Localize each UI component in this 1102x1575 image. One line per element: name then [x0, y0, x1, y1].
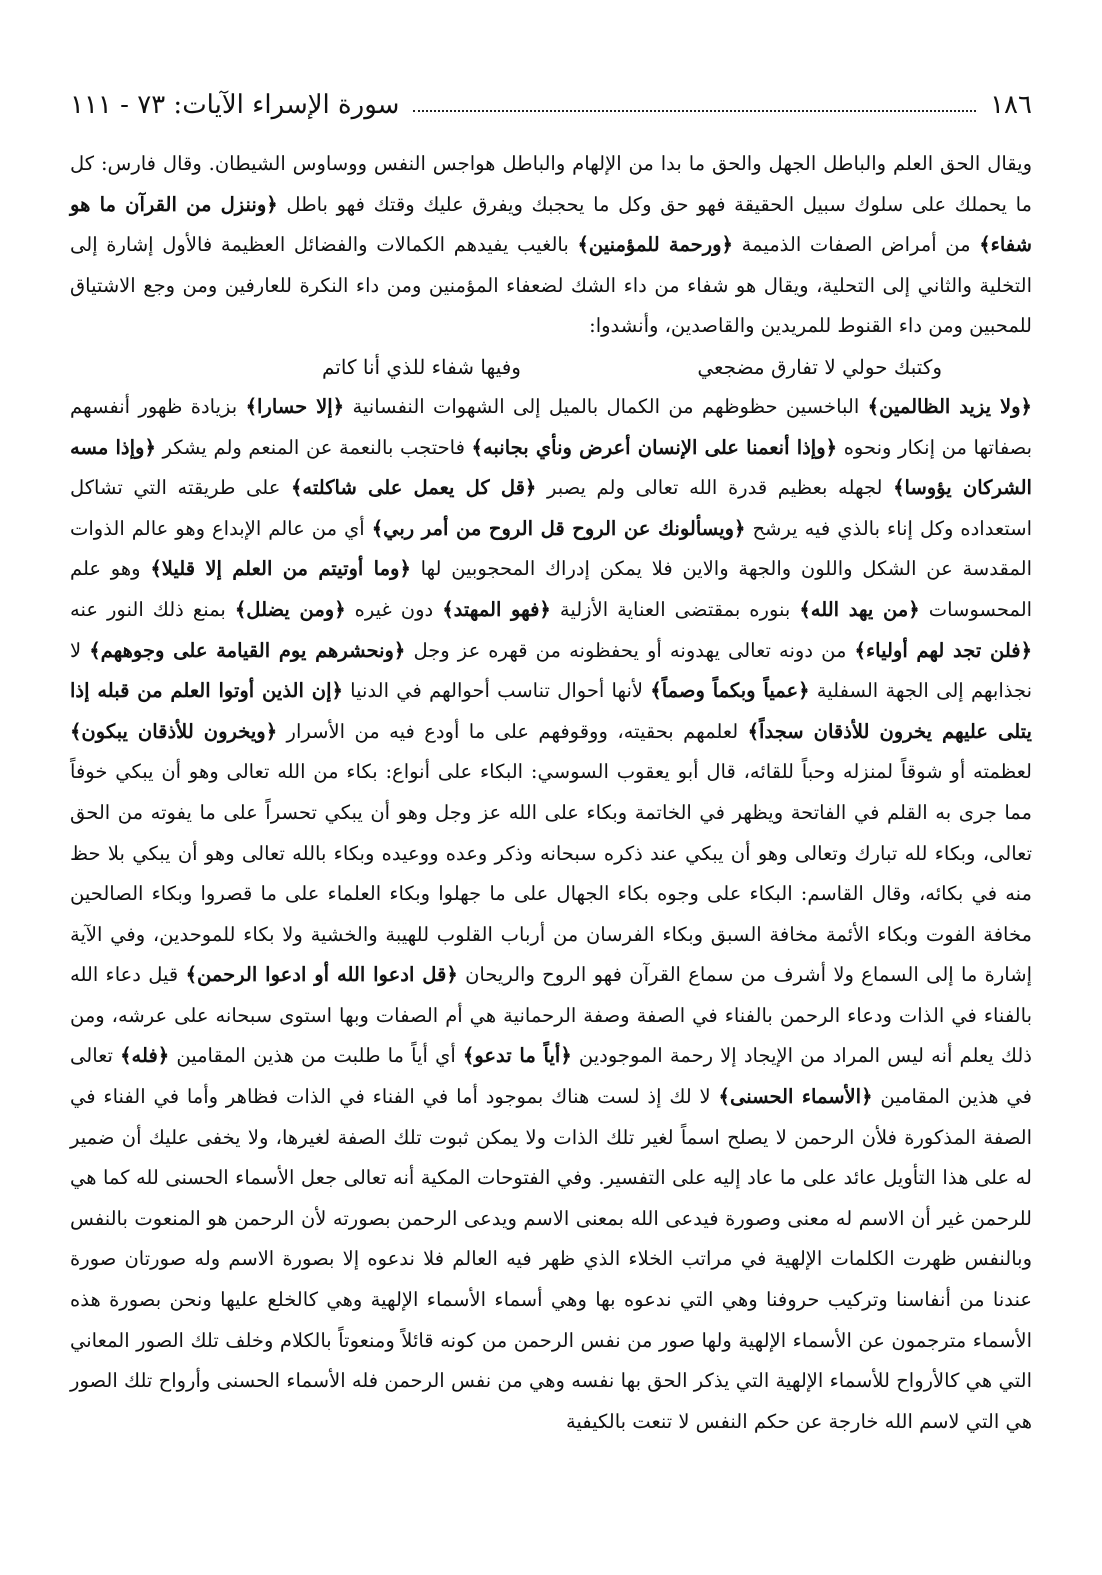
text-run: لأنها أحوال تناسب أحوالهم في الدنيا	[350, 679, 644, 703]
quran-quote: ﴿من يهد الله﴾	[799, 597, 920, 621]
running-header	[70, 80, 1032, 120]
text-run: تعالى في هذين المقامين	[70, 1044, 1032, 1109]
text-run: بالغيب يفيدهم الكمالات والفضائل العظيمة فالأول إشارة إلى التخلية والثاني إلى التحلية، ويقال هو شفاء من داء الشك لضعفاء المؤمنين ومن داء النكرة للعارفين ومن وجع الاشتياق للمحبين ومن داء القنوط للمريدين والقاصدين، وأنشدوا:	[70, 233, 1032, 338]
header-title: سورة الإسراء الآيات: ٧٣ - ١١١	[70, 90, 400, 120]
text-run: وهو علم المحسوسات	[70, 557, 1033, 621]
quran-quote: ﴿فلن تجد لهم أولياء﴾	[854, 638, 1033, 662]
text-run: لعلمهم بحقيته، ووقوفهم على ما أودع فيه من الأسرار	[286, 719, 739, 743]
quran-quote: ﴿الأسماء الحسنى﴾	[718, 1085, 873, 1109]
text-run: قيل دعاء الله بالفناء في الذات ودعاء الرحمن بالفناء في الصفة وصفة الرحمانية هي أم الصفات وبها استوى سبحانه على عرشه، ومن ذلك يعلم أنه ليس المراد من الإيجاد إلا رحمة الموجودين	[70, 963, 1032, 1068]
text-run: بمنع ذلك النور عنه	[70, 597, 226, 621]
text-run: على طريقته التي تشاكل استعداده وكل إناء بالذي فيه يرشح	[70, 476, 1033, 540]
quran-quote: ﴿إن الذين أوتوا العلم من قبله إذا يتلى عليهم يخرون للأذقان سجداً﴾	[70, 679, 1032, 743]
body-text	[70, 144, 1032, 1442]
text-run: دون غيره	[354, 597, 434, 621]
poetry-verse	[322, 347, 942, 387]
text-run: لجهله بعظيم قدرة الله تعالى ولم يصبر	[546, 476, 883, 500]
text-run: بزيادة ظهور أنفسهم بصفاتها من إنكار ونحوه	[70, 394, 1033, 459]
quran-quote: ﴿وإذا مسه الشركان يؤوسا﴾	[70, 435, 1032, 500]
text-run: فاحتجب بالنعمة عن المنعم ولم يشكر	[162, 435, 465, 459]
page-number: ١٨٦	[990, 90, 1032, 120]
quran-quote: ﴿قل ادعوا الله أو ادعوا الرحمن﴾	[185, 963, 458, 987]
paragraph-1	[70, 144, 1032, 347]
text-run: بنوره بمقتضى العناية الأزلية	[559, 597, 791, 621]
quran-quote: ﴿وننزل من القرآن ما هو شفاء﴾	[70, 192, 1032, 257]
quran-quote: ﴿إلا حسارا﴾	[245, 394, 345, 418]
quran-quote: ﴿ولا يزيد الظالمين﴾	[867, 394, 1032, 418]
text-run: أي أياً ما طلبت من هذين المقامين	[176, 1044, 456, 1068]
text-run: من أمراض الصفات الذميمة	[741, 233, 971, 257]
quran-quote: ﴿فهو المهتد﴾	[442, 597, 551, 621]
quran-quote: ﴿عمياً وبكماً وصماً﴾	[650, 679, 810, 703]
text-run: ويقال الحق العلم والباطل الجهل والحق ما بدا من الإلهام والباطل هواجس النفس ووساوس الشيطان. وقال فارس: كل ما يحملك على سلوك سبيل الحقيقة فهو حق وكل ما يحجبك ويفرق عليك وقتك فهو باطل	[70, 152, 1032, 216]
text-run: لا لك إذ لست هناك بموجود أما في الفناء في الذات فظاهر وأما في الفناء في الصفة المذكورة فلأن الرحمن لا يصلح اسماً لغير تلك الذات ولا يمكن ثبوت تلك الصفة لغيرها، ولا يخفى عليك أن ضمير له على هذا التأويل عائد على ما عاد إليه على التفسير. وفي الفتوحات المكية أنه تعالى جعل الأسماء الحسنى لله كما هي للرحمن غير أن الاسم له معنى وصورة فيدعى الله بمعنى الاسم ويدعى الرحمن بصورته لأن الرحمن هو المنعوت بالنفس وبالنفس ظهرت الكلمات الإلهية في مراتب الخلاء الذي ظهر فيه العالم فلا ندعوه إلا بصورة الاسم وله صورتان صورة عندنا من أنفاسنا وتركيب حروفنا وهي التي ندعوه بها وهي أسماء الأسماء الإلهية وهي كالخلع عليها ونحن بصورة هذه الأسماء مترجمون عن الأسماء الإلهية ولها صور من نفس الرحمن من كونه قائلاً ومنعوتاً بالكلام وخلف تلك الصور المعاني التي هي كالأرواح للأسماء الإلهية التي يذكر الحق بها نفسه وهي من نفس الرحمن فله الأسماء الحسنى وأرواح تلك الصور هي التي لاسم الله خارجة عن حكم النفس لا تنعت بالكيفية	[70, 1085, 1032, 1433]
text-run: لعظمته أو شوقاً لمنزله وحباً للقائه، قال أبو يعقوب السوسي: البكاء على أنواع: بكاء من الله تعالى وهو أن يبكي خوفاً مما جرى به القلم في الفاتحة ويظهر في الخاتمة وبكاء على الله عز وجل وهو أن يبكي تحسراً على ما يفوته من الحق تعالى، وبكاء لله تبارك وتعالى وهو أن يبكي عند ذكره سبحانه وذكر وعده ووعيده وبكاء بالله تعالى وهو أن يبكي بلا حظ منه في بكائه، وقال القاسم: البكاء على وجوه بكاء الجهال على ما جهلوا وبكاء العلماء على ما قصروا وبكاء الصالحين مخافة الفوت وبكاء الأئمة مخافة السبق وبكاء الفرسان من أرباب القلوب للهيبة والخشية ولا بكاء للموحدين، وفي الآية إشارة ما إلى السماع ولا أشرف من سماع القرآن فهو الروح والريحان	[70, 760, 1032, 987]
quran-quote: ﴿ورحمة للمؤمنين﴾	[577, 233, 733, 257]
text-run: أي من عالم الإبداع وهو عالم الذوات المقدسة عن الشكل واللون والجهة والاين فلا يمكن إدراك المحجوبين لها	[70, 516, 1032, 581]
quran-quote: ﴿وإذا أنعمنا على الإنسان أعرض ونأي بجانبه﴾	[471, 435, 838, 459]
quran-quote: ﴿وما أوتيتم من العلم إلا قليلا﴾	[150, 557, 411, 581]
quran-quote: ﴿ويخرون للأذقان يبكون﴾	[70, 719, 278, 743]
paragraph-2	[70, 387, 1032, 1442]
quran-quote: ﴿ونحشرهم يوم القيامة على وجوههم﴾	[89, 638, 406, 662]
quran-quote: ﴿فله﴾	[120, 1044, 170, 1068]
page	[70, 80, 1032, 1535]
verse-hemistich-right: وكتبك حولي لا تفارق مضجعي	[697, 354, 942, 379]
text-run: من دونه تعالى يهدونه أو يحفظونه من قهره عز وجل	[413, 638, 847, 662]
quran-quote: ﴿ويسألونك عن الروح قل الروح من أمر ربي﴾	[371, 516, 746, 540]
header-dotted-leader	[413, 110, 976, 112]
quran-quote: ﴿قل كل يعمل على شاكلته﴾	[291, 476, 537, 500]
text-run: لا نجذابهم إلى الجهة السفلية	[70, 638, 1033, 703]
quran-quote: ﴿ومن يضلل﴾	[234, 597, 346, 621]
verse-hemistich-left: وفيها شفاء للذي أنا كاتم	[322, 354, 521, 379]
text-run: الباخسين حظوظهم من الكمال بالميل إلى الشهوات النفسانية	[352, 394, 860, 418]
quran-quote: ﴿أياً ما تدعو﴾	[462, 1044, 572, 1068]
